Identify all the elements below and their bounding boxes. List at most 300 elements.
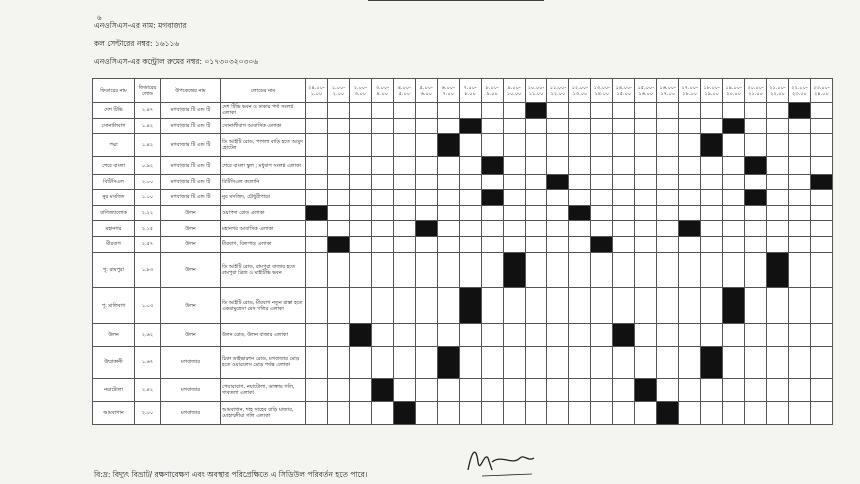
schedule-cell <box>349 190 371 206</box>
schedule-cell <box>437 205 459 221</box>
schedule-cell <box>525 288 547 324</box>
schedule-cell <box>525 252 547 288</box>
schedule-cell <box>591 157 613 174</box>
schedule-cell <box>415 134 437 157</box>
schedule-cell <box>745 401 767 424</box>
schedule-cell <box>547 252 569 288</box>
schedule-cell <box>701 324 723 347</box>
scheduled-outage-cell <box>810 174 832 190</box>
table-row <box>93 134 833 157</box>
schedule-cell <box>503 324 525 347</box>
schedule-cell <box>788 324 810 347</box>
area-name: ডি আইটি রোড, মীরবাগ নতুন রাস্তা হতে একরামুন্নেসা মেস গলির এলাকা <box>221 288 306 324</box>
schedule-cell <box>635 174 657 190</box>
scheduled-outage-cell <box>723 118 745 134</box>
schedule-cell <box>393 324 415 347</box>
schedule-cell <box>701 378 723 401</box>
time-slot-header <box>327 79 349 103</box>
time-slot-label: ২১.০০- <box>769 84 786 91</box>
schedule-cell <box>415 378 437 401</box>
schedule-cell <box>481 221 503 237</box>
schedule-cell <box>393 118 415 134</box>
schedule-cell <box>349 134 371 157</box>
schedule-cell <box>723 190 745 206</box>
schedule-cell <box>503 378 525 401</box>
schedule-cell <box>547 221 569 237</box>
schedule-cell <box>525 157 547 174</box>
schedule-cell <box>371 118 393 134</box>
schedule-cell <box>437 221 459 237</box>
area-name: ওয়াপদা রোড এলাকা <box>221 205 306 221</box>
scheduled-outage-cell <box>657 401 679 424</box>
schedule-cell <box>635 134 657 157</box>
time-slot-label: ৬.০০ <box>420 90 432 97</box>
table-row <box>93 205 833 221</box>
time-slot-label: ২২.০০ <box>770 90 785 97</box>
schedule-cell <box>788 190 810 206</box>
feeder-name: উলন <box>93 324 135 347</box>
schedule-cell <box>569 221 591 237</box>
scheduled-outage-cell <box>415 221 437 237</box>
feeder-load: ১.০০ <box>135 190 161 206</box>
schedule-cell <box>810 134 832 157</box>
time-slot-label: ৫.০০ <box>398 90 410 97</box>
schedule-cell <box>810 205 832 221</box>
schedule-cell <box>437 252 459 288</box>
schedule-cell <box>788 347 810 378</box>
schedule-cell <box>810 221 832 237</box>
scheduled-outage-cell <box>679 221 701 237</box>
scheduled-outage-cell <box>393 401 415 424</box>
schedule-cell <box>306 324 328 347</box>
header-feeder: ফিডারের নাম <box>93 79 135 103</box>
schedule-cell <box>371 205 393 221</box>
schedule-cell <box>635 252 657 288</box>
schedule-cell <box>569 103 591 119</box>
area-name: মীরবাগ, বিলপাড় এলাকা <box>221 236 306 252</box>
schedule-cell <box>327 190 349 206</box>
schedule-cell <box>371 401 393 424</box>
schedule-cell <box>767 103 789 119</box>
schedule-cell <box>481 205 503 221</box>
time-slot-header <box>679 79 701 103</box>
schedule-cell <box>701 205 723 221</box>
schedule-cell <box>657 347 679 378</box>
schedule-cell <box>525 324 547 347</box>
call-center-number: কল সেন্টারের নম্বর: ১৬১১৬ <box>94 39 180 48</box>
feeder-name: উম্মাকানী <box>93 347 135 378</box>
scheduled-outage-cell <box>503 252 525 288</box>
time-slot-label: ২০.০০- <box>747 84 764 91</box>
time-slot-label: ১১.০০- <box>549 84 567 91</box>
time-slot-header <box>788 79 810 103</box>
substation-name: উলন <box>161 252 221 288</box>
time-slot-label: ১৫.০০- <box>637 84 654 91</box>
substation-name: উলন <box>161 324 221 347</box>
area-name: পেয়ারাবাগ, নয়াটোলা, ডাক্তার গলি, গাবতলা এলাকা <box>221 378 306 401</box>
schedule-cell <box>525 190 547 206</box>
time-slot-label: ৩.০০- <box>375 84 389 91</box>
substation-name: উলন <box>161 205 221 221</box>
table-row <box>93 118 833 134</box>
time-slot-label: ১৩.০০- <box>593 84 611 91</box>
time-slot-header <box>349 79 371 103</box>
time-slot-header <box>371 79 393 103</box>
time-slot-label: ৭.০০ <box>442 90 454 97</box>
schedule-cell <box>349 401 371 424</box>
schedule-cell <box>701 157 723 174</box>
substation-name: মগবাজার <box>161 378 221 401</box>
schedule-cell <box>459 157 481 174</box>
schedule-cell <box>745 378 767 401</box>
schedule-cell <box>437 236 459 252</box>
area-name: শেরে বাংলা স্কুল ; মধুবাগ সংলগ্ন এলাকা <box>221 157 306 174</box>
schedule-cell <box>767 221 789 237</box>
schedule-cell <box>635 401 657 424</box>
schedule-cell <box>525 347 547 378</box>
header-load: ফিডারের লোড <box>135 79 161 103</box>
schedule-cell <box>306 134 328 157</box>
time-slot-label: ১০.০০ <box>506 90 522 97</box>
scheduled-outage-cell <box>613 324 635 347</box>
schedule-cell <box>503 205 525 221</box>
schedule-cell <box>415 288 437 324</box>
schedule-cell <box>481 288 503 324</box>
schedule-cell <box>525 401 547 424</box>
schedule-cell <box>459 190 481 206</box>
time-slot-header <box>525 79 547 103</box>
schedule-cell <box>745 236 767 252</box>
scheduled-outage-cell <box>701 134 723 157</box>
schedule-cell <box>525 221 547 237</box>
schedule-cell <box>415 205 437 221</box>
schedule-cell <box>547 347 569 378</box>
schedule-cell <box>591 347 613 378</box>
schedule-cell <box>437 378 459 401</box>
time-slot-header <box>437 79 459 103</box>
schedule-cell <box>525 378 547 401</box>
schedule-cell <box>679 134 701 157</box>
schedule-cell <box>767 174 789 190</box>
schedule-cell <box>503 401 525 424</box>
schedule-cell <box>613 347 635 378</box>
time-slot-header <box>657 79 679 103</box>
schedule-cell <box>349 205 371 221</box>
feeder-name: শেরে বাংলা <box>93 157 135 174</box>
time-slot-label: ২৪.০০ <box>814 90 829 97</box>
schedule-cell <box>591 174 613 190</box>
schedule-cell <box>679 347 701 378</box>
time-slot-header <box>591 79 613 103</box>
substation-name: মগবাজার টি এন্ড টি <box>161 103 221 119</box>
schedule-cell <box>569 324 591 347</box>
schedule-cell <box>591 134 613 157</box>
schedule-cell <box>503 174 525 190</box>
schedule-cell <box>437 103 459 119</box>
schedule-cell <box>613 134 635 157</box>
time-slot-label: ৪.০০- <box>397 84 411 91</box>
area-name: ডি আইটি রোড, পাগলা বাড়ি হতে আমুদ হোটেল <box>221 134 306 157</box>
schedule-cell <box>349 221 371 237</box>
feeder-name: পূ: মালিবাগ <box>93 288 135 324</box>
schedule-cell <box>657 288 679 324</box>
time-slot-header <box>547 79 569 103</box>
schedule-cell <box>327 252 349 288</box>
scheduled-outage-cell <box>327 236 349 252</box>
scheduled-outage-cell <box>349 324 371 347</box>
schedule-cell <box>788 157 810 174</box>
schedule-cell <box>306 118 328 134</box>
time-slot-label: ১৮.০০- <box>703 84 720 91</box>
schedule-cell <box>415 347 437 378</box>
footer-note: বি:দ্র: বিদ্যুৎ বিভ্রাট/ রক্ষণাবেক্ষণ এবং অবস্থার পরিপ্রেক্ষিতে এ সিডিউল পরিবর্তন হতে পারে। <box>94 470 368 479</box>
time-slot-label: ৯.০০ <box>486 90 498 97</box>
time-slot-header <box>613 79 635 103</box>
substation-name: উলন <box>161 221 221 237</box>
schedule-cell <box>745 324 767 347</box>
schedule-cell <box>547 157 569 174</box>
schedule-cell <box>415 157 437 174</box>
schedule-cell <box>613 118 635 134</box>
schedule-cell <box>767 205 789 221</box>
schedule-cell <box>415 324 437 347</box>
schedule-cell <box>459 378 481 401</box>
schedule-cell <box>306 252 328 288</box>
schedule-cell <box>569 134 591 157</box>
area-name: ডি আইটি রোড, রামপুরা বাজার হতে রামপুরা ব্রিজ ও মাইটিভি ভবন <box>221 252 306 288</box>
schedule-cell <box>810 103 832 119</box>
schedule-cell <box>349 236 371 252</box>
schedule-cell <box>745 347 767 378</box>
scheduled-outage-cell <box>569 205 591 221</box>
schedule-cell <box>635 205 657 221</box>
schedule-cell <box>635 288 657 324</box>
feeder-load: ২.৪২ <box>135 378 161 401</box>
schedule-cell <box>393 205 415 221</box>
schedule-cell <box>349 174 371 190</box>
schedule-cell <box>349 103 371 119</box>
schedule-cell <box>437 157 459 174</box>
scheduled-outage-cell <box>591 236 613 252</box>
time-slot-label: ১.০০ <box>310 90 323 97</box>
table-header-row <box>93 79 833 103</box>
schedule-cell <box>371 221 393 237</box>
scheduled-outage-cell <box>459 288 481 324</box>
time-slot-label: ১৩.০০ <box>572 90 588 97</box>
schedule-cell <box>657 205 679 221</box>
table-row <box>93 236 833 252</box>
schedule-cell <box>547 190 569 206</box>
schedule-cell <box>393 221 415 237</box>
time-slot-header <box>723 79 745 103</box>
schedule-cell <box>547 118 569 134</box>
schedule-cell <box>547 134 569 157</box>
schedule-cell <box>723 401 745 424</box>
schedule-cell <box>327 205 349 221</box>
time-slot-label: ১.০০- <box>331 84 345 91</box>
schedule-cell <box>723 174 745 190</box>
area-name: উলন রোড, উলন বাজার এলাকা <box>221 324 306 347</box>
feeder-load: ১.৪২ <box>135 118 161 134</box>
schedule-cell <box>591 190 613 206</box>
schedule-cell <box>591 252 613 288</box>
schedule-cell <box>525 134 547 157</box>
schedule-cell <box>481 324 503 347</box>
feeder-load: ২.৬২ <box>135 324 161 347</box>
area-name: দেশ টিভি ভবন ও ঢাকার পর্দা সংলগ্ন এলাকা <box>221 103 306 119</box>
schedule-cell <box>569 401 591 424</box>
schedule-cell <box>393 174 415 190</box>
schedule-cell <box>481 174 503 190</box>
schedule-cell <box>657 221 679 237</box>
schedule-cell <box>569 252 591 288</box>
scheduled-outage-cell <box>371 378 393 401</box>
schedule-cell <box>723 205 745 221</box>
time-slot-label: ৬.০০- <box>441 84 455 91</box>
schedule-cell <box>723 252 745 288</box>
schedule-cell <box>745 252 767 288</box>
scheduled-outage-cell <box>481 157 503 174</box>
schedule-cell <box>767 190 789 206</box>
schedule-cell <box>657 118 679 134</box>
schedule-cell <box>723 236 745 252</box>
schedule-cell <box>591 378 613 401</box>
feeder-name: পূ: রামপুরা <box>93 252 135 288</box>
time-slot-label: ৪.০০ <box>376 90 388 97</box>
time-slot-label: ২.০০ <box>332 90 345 97</box>
time-slot-header <box>393 79 415 103</box>
schedule-cell <box>635 347 657 378</box>
schedule-cell <box>327 134 349 157</box>
schedule-cell <box>569 288 591 324</box>
schedule-cell <box>635 118 657 134</box>
table-row <box>93 288 833 324</box>
schedule-cell <box>788 221 810 237</box>
schedule-cell <box>701 190 723 206</box>
schedule-cell <box>459 401 481 424</box>
schedule-cell <box>459 103 481 119</box>
schedule-cell <box>306 378 328 401</box>
schedule-cell <box>349 378 371 401</box>
schedule-cell <box>657 134 679 157</box>
area-name: আমবাগান, শাহ সাহেব বাড়ি মাজার, মোহাম্মদীয়া গলি এলাকা <box>221 401 306 424</box>
schedule-cell <box>657 103 679 119</box>
load-shedding-schedule-table <box>92 78 833 425</box>
schedule-cell <box>613 190 635 206</box>
feeder-load: ১.০৩ <box>135 288 161 324</box>
schedule-cell <box>657 157 679 174</box>
feeder-name: নুর মসজিদ <box>93 190 135 206</box>
area-name: বিটিসিএল কলোনি <box>221 174 306 190</box>
schedule-cell <box>810 118 832 134</box>
substation-name: মগবাজার <box>161 347 221 378</box>
scheduled-outage-cell <box>745 190 767 206</box>
schedule-cell <box>503 236 525 252</box>
time-slot-header <box>306 79 328 103</box>
time-slot-header <box>745 79 767 103</box>
schedule-cell <box>679 190 701 206</box>
schedule-cell <box>767 288 789 324</box>
schedule-cell <box>393 236 415 252</box>
schedule-cell <box>459 174 481 190</box>
time-slot-label: ১৯.০০- <box>725 84 742 91</box>
time-slot-label: ১৭.০০- <box>681 84 698 91</box>
schedule-cell <box>327 221 349 237</box>
time-slot-label: ২১.০০ <box>748 90 763 97</box>
schedule-cell <box>327 288 349 324</box>
time-slot-label: ১৬.০০- <box>659 84 676 91</box>
schedule-cell <box>547 401 569 424</box>
table-row <box>93 174 833 190</box>
schedule-cell <box>393 378 415 401</box>
substation-name: মগবাজার টি এন্ড টি <box>161 118 221 134</box>
ns-name: এনওসিএস-এর নাম: মগবাজার <box>94 21 187 30</box>
area-name: সোনালীবাগ আবাসিক এলাকা <box>221 118 306 134</box>
schedule-cell <box>810 252 832 288</box>
schedule-cell <box>591 205 613 221</box>
schedule-cell <box>547 324 569 347</box>
schedule-cell <box>767 347 789 378</box>
schedule-cell <box>723 347 745 378</box>
schedule-cell <box>306 190 328 206</box>
schedule-cell <box>591 103 613 119</box>
schedule-cell <box>723 324 745 347</box>
time-slot-header <box>635 79 657 103</box>
schedule-cell <box>788 288 810 324</box>
schedule-cell <box>415 118 437 134</box>
time-slot-header <box>415 79 437 103</box>
schedule-cell <box>569 236 591 252</box>
schedule-cell <box>679 378 701 401</box>
schedule-cell <box>701 118 723 134</box>
schedule-cell <box>569 118 591 134</box>
scheduled-outage-cell <box>481 190 503 206</box>
feeder-load: ১.৮৩ <box>135 252 161 288</box>
schedule-cell <box>306 174 328 190</box>
table-row <box>93 103 833 119</box>
schedule-cell <box>723 157 745 174</box>
schedule-cell <box>591 221 613 237</box>
schedule-cell <box>481 378 503 401</box>
schedule-cell <box>349 288 371 324</box>
scheduled-outage-cell <box>547 174 569 190</box>
scheduled-outage-cell <box>767 252 789 288</box>
schedule-cell <box>613 205 635 221</box>
schedule-cell <box>371 288 393 324</box>
schedule-cell <box>701 236 723 252</box>
schedule-cell <box>679 157 701 174</box>
schedule-cell <box>393 190 415 206</box>
schedule-cell <box>788 205 810 221</box>
schedule-cell <box>503 288 525 324</box>
schedule-cell <box>569 174 591 190</box>
feeder-name: বিটিসিএল <box>93 174 135 190</box>
time-slot-label: ১২.০০- <box>571 84 589 91</box>
schedule-cell <box>459 324 481 347</box>
substation-name: উলন <box>161 288 221 324</box>
schedule-cell <box>437 324 459 347</box>
time-slot-header <box>459 79 481 103</box>
schedule-cell <box>810 190 832 206</box>
schedule-cell <box>679 205 701 221</box>
time-slot-label: ১৪.০০- <box>615 84 633 91</box>
schedule-cell <box>327 103 349 119</box>
schedule-cell <box>679 236 701 252</box>
schedule-cell <box>591 324 613 347</box>
schedule-cell <box>349 118 371 134</box>
substation-name: মগবাজার টি এন্ড টি <box>161 174 221 190</box>
schedule-cell <box>679 174 701 190</box>
